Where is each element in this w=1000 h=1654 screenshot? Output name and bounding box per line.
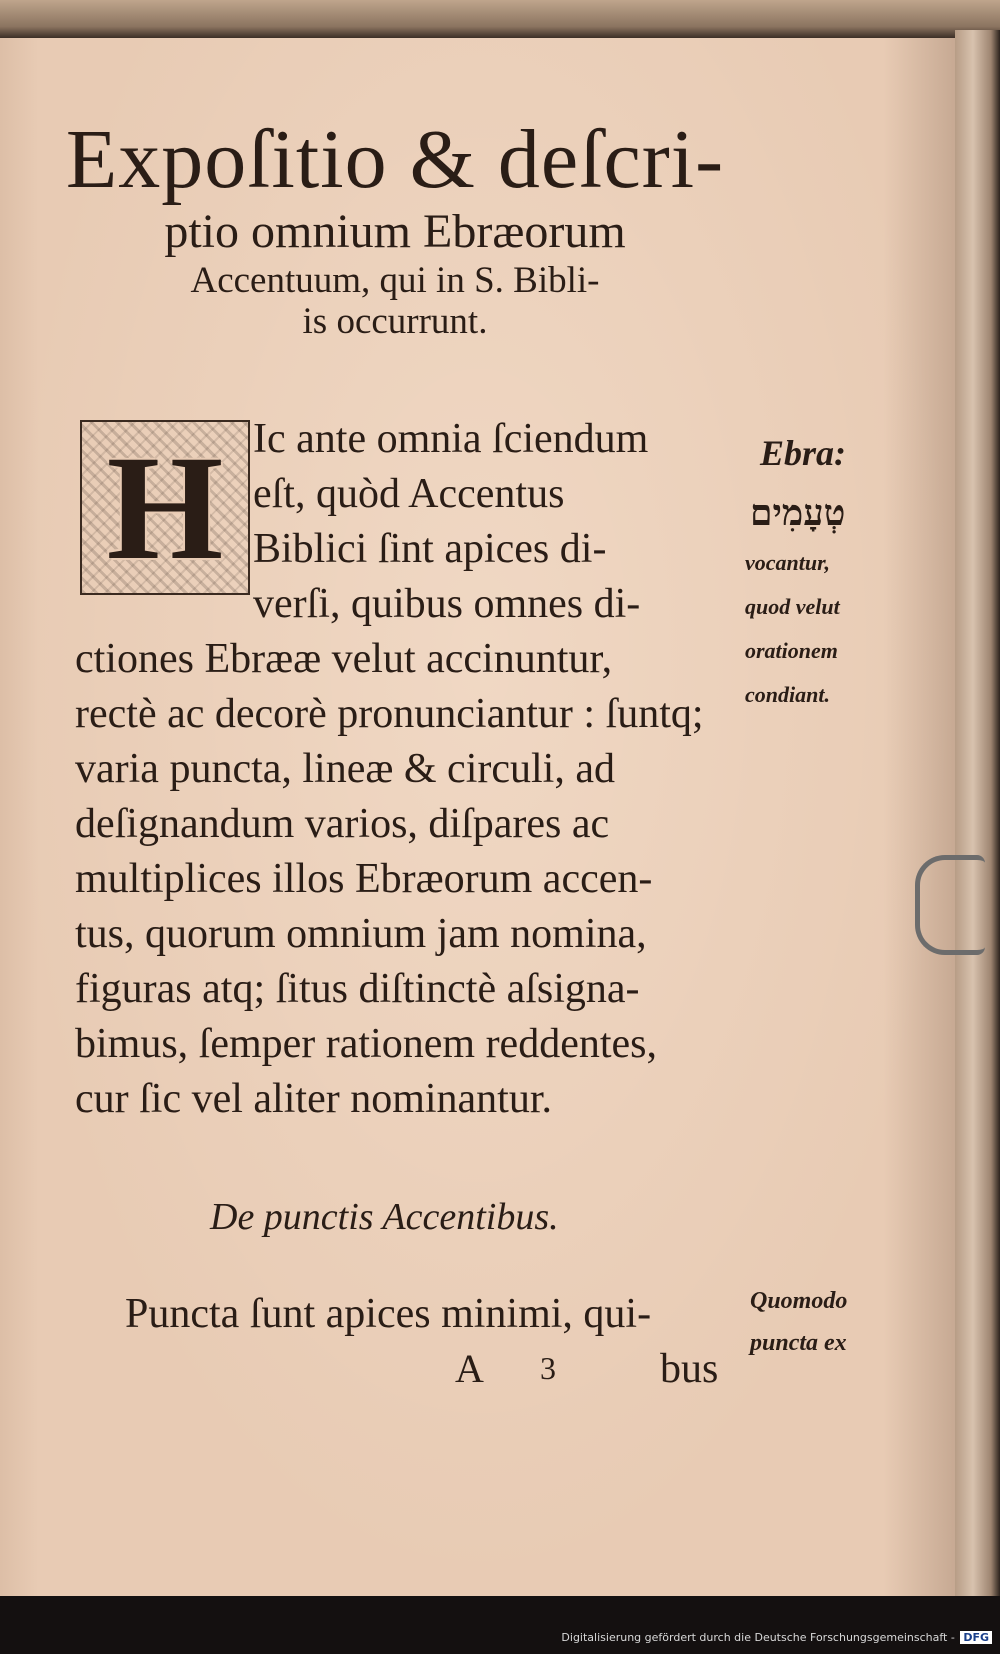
digitization-credit [561, 1631, 992, 1644]
page-title [65, 113, 725, 342]
body-line: varia puncta, lineæ & circuli, ad [75, 746, 615, 792]
title-line-3: Accentuum, qui in S. Bibli- [190, 260, 600, 301]
marginal-note-hebrew: טְעָמִים [750, 493, 846, 533]
marginal-note-puncta-ex: puncta ex [750, 1330, 847, 1356]
marginal-note-vocantur: vocantur, [745, 550, 830, 575]
subheading: De punctis Accentibus. [210, 1196, 559, 1238]
book-fore-edge [955, 30, 1000, 1600]
signature-mark: A [455, 1346, 484, 1391]
marginal-note-quomodo: Quomodo [750, 1288, 848, 1314]
marginal-note-orationem: orationem [745, 638, 838, 663]
credit-text: Digitalisierung gefördert durch die Deutsche Forschungsgemeinschaft - [561, 1631, 955, 1644]
puncta-line: Puncta ſunt apices minimi, qui- [125, 1291, 652, 1337]
book-top-edge [0, 0, 1000, 38]
dfg-logo: DFG [960, 1631, 992, 1644]
body-line: Ic ante omnia ſciendum [253, 416, 649, 462]
body-line: bimus, ſemper rationem reddentes, [75, 1021, 657, 1067]
marginal-note-ebra: Ebra: [760, 433, 847, 473]
body-line: verſi, quibus omnes di- [253, 581, 641, 627]
body-line: multiplices illos Ebræorum accen- [75, 856, 653, 902]
page-clip [915, 855, 985, 955]
catchword: bus [660, 1346, 719, 1392]
body-line: eſt, quòd Accentus [253, 471, 565, 517]
title-line-1: Expoſitio & deſcri- [65, 113, 725, 206]
body-line: ctiones Ebrææ velut accinuntur, [75, 636, 613, 682]
body-line: rectè ac decorè pronunciantur : ſuntq; [75, 691, 704, 737]
title-line-4: is occurrunt. [302, 301, 488, 342]
marginal-note-condiant: condiant. [745, 682, 830, 707]
signature-number: 3 [540, 1350, 556, 1386]
body-text [75, 412, 735, 1127]
body-line: tus, quorum omnium jam nomina, [75, 911, 647, 957]
title-line-2: ptio omnium Ebræorum [164, 205, 626, 258]
body-line: deſignandum varios, diſpares ac [75, 801, 610, 847]
body-line: Biblici ſint apices di- [253, 526, 607, 572]
marginal-note-quod-velut: quod velut [745, 594, 840, 619]
initial-letter: H [106, 424, 224, 591]
scan-bottom-strip [0, 1596, 1000, 1654]
body-line: cur ſic vel aliter nominantur. [75, 1076, 553, 1122]
body-line: figuras atq; ſitus diſtinctè aſsigna- [75, 966, 640, 1012]
